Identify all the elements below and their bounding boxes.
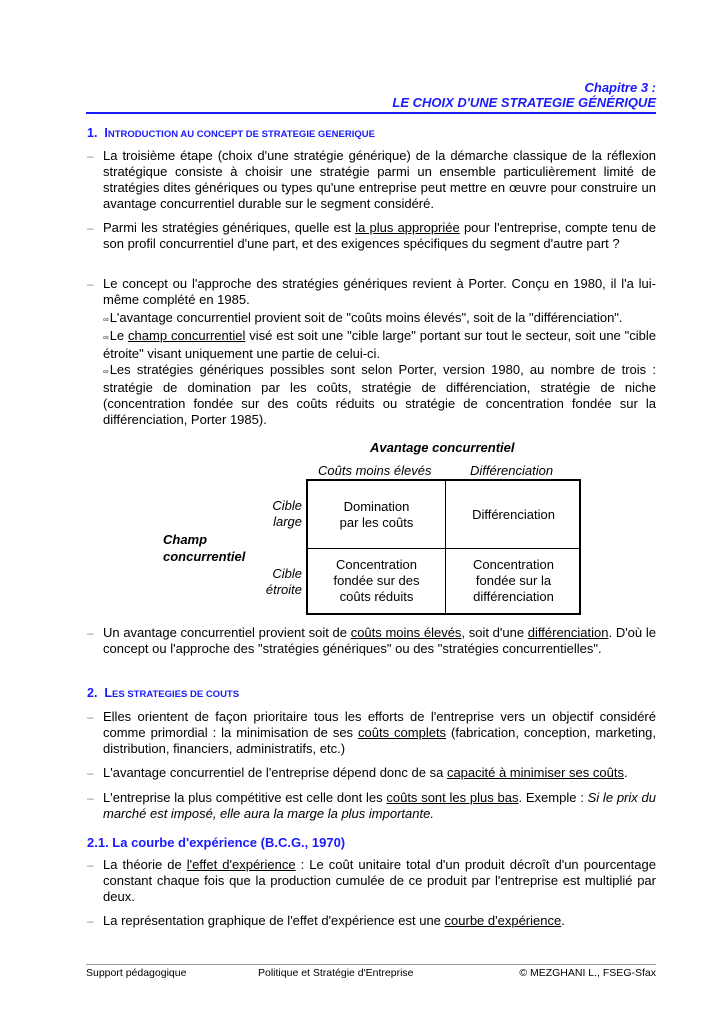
paragraph: – La représentation graphique de l'effet d'expérience est une courbe d'expérience. (87, 913, 565, 928)
sub-bullet: ∞L'avantage concurrentiel provient soit de "coûts moins élevés", soit de la "différenciation". (103, 310, 623, 325)
dash-bullet: – (87, 858, 94, 872)
dash-bullet: – (87, 149, 94, 163)
footer-center: Politique et Stratégie d'Entreprise (258, 967, 414, 979)
dash-bullet: – (87, 277, 94, 291)
footer-rule (86, 964, 656, 965)
matrix-title: Avantage concurrentiel (370, 440, 515, 455)
matrix-col-header: Différenciation (470, 463, 554, 478)
paragraph: – L'avantage concurrentiel de l'entreprise dépend donc de sa capacité à minimiser ses coûts. (87, 765, 628, 780)
section-heading-1: 1. INTRODUCTION AU CONCEPT DE STRATEGIE GENERIQUE (87, 126, 375, 140)
footer-right: © MEZGHANI L., FSEG-Sfax (519, 967, 656, 979)
infinity-bullet-icon: ∞ (103, 333, 109, 342)
matrix-cell: Concentration fondée sur la différenciation (473, 557, 554, 604)
sub-bullet: ∞Les stratégies génériques possibles sont selon Porter, version 1980, au nombre de trois : stratégie de domination par les coûts, stratégie de différenciation, stratégie de niche (concentration fondée sur des coûts réduits ou stratégie de concentration fondée sur la différenciation, Porter 1985). (103, 362, 656, 427)
chapter-number: Chapitre 3 : (584, 80, 656, 95)
infinity-bullet-icon: ∞ (103, 315, 109, 324)
paragraph: – Elles orientent de façon prioritaire tous les efforts de l'entreprise vers un objectif considéré comme primordial : la minimisation de ses coûts complets (fabrication, conception, marketing, distribution, financiers, administratifs, etc.) (87, 709, 657, 756)
sub-bullet: ∞Le champ concurrentiel visé est soit une "cible large" portant sur tout le secteur, soit une "cible étroite" visant uniquement une partie de celui-ci. (103, 328, 657, 361)
header-rule (86, 112, 656, 114)
chapter-title: LE CHOIX D'UNE STRATEGIE GÉNÉRIQUE (392, 95, 656, 110)
dash-bullet: – (87, 221, 94, 235)
matrix-row-header: Cible large (272, 498, 302, 529)
matrix-col-header: Coûts moins élevés (318, 463, 432, 478)
matrix-side-label: Champ concurrentiel (163, 532, 246, 564)
paragraph: – Un avantage concurrentiel provient soit de coûts moins élevés, soit d'une différenciation. D'où le concept ou l'approche des "stratégies génériques" ou des "stratégies concurrentielles". (87, 625, 656, 656)
chapter-header (392, 80, 656, 110)
dash-bullet: – (87, 710, 94, 724)
footer-left: Support pédagogique (86, 967, 187, 979)
matrix-cell: Concentration fondée sur des coûts réduits (333, 557, 420, 604)
strategy-matrix (306, 479, 581, 615)
matrix-row-header: Cible étroite (265, 566, 302, 597)
dash-bullet: – (87, 626, 94, 640)
paragraph: – Le concept ou l'approche des stratégies génériques revient à Porter. Conçu en 1980, il l'a lui-même complété en 1985. (87, 276, 656, 307)
matrix-cell: Domination par les coûts (339, 498, 414, 530)
section-heading-2: 2. LES STRATEGIES DE COUTS (87, 686, 240, 700)
paragraph: – L'entreprise la plus compétitive est celle dont les coûts sont les plus bas. Exemple : Si le prix du marché est imposé, elle aura la marge la plus importante. (87, 790, 656, 821)
paragraph: – Parmi les stratégies génériques, quelle est la plus appropriée pour l'entreprise, compte tenu de son profil concurrentiel d'une part, et des exigences spécifiques du segment d'autre part ? (87, 220, 656, 251)
paragraph: – La théorie de l'effet d'expérience : Le coût unitaire total d'un produit décroît d'un pourcentage constant chaque fois que la production cumulée de ce produit par l'entreprise est multiplié par deux. (87, 857, 656, 904)
dash-bullet: – (87, 791, 94, 805)
paragraph: – La troisième étape (choix d'une stratégie générique) de la démarche classique de la réflexion stratégique consiste à choisir une stratégie parmi un ensemble particulièrement limité de stratégies dites génériques ou types qu'une entreprise peut mettre en œuvre pour construire un avantage concurrentiel durable sur le segment considéré. (87, 148, 656, 211)
infinity-bullet-icon: ∞ (103, 367, 109, 376)
matrix-cell: Différenciation (472, 506, 555, 522)
subsection-heading: 2.1. La courbe d'expérience (B.C.G., 1970) (87, 835, 346, 850)
dash-bullet: – (87, 766, 94, 780)
dash-bullet: – (87, 914, 94, 928)
